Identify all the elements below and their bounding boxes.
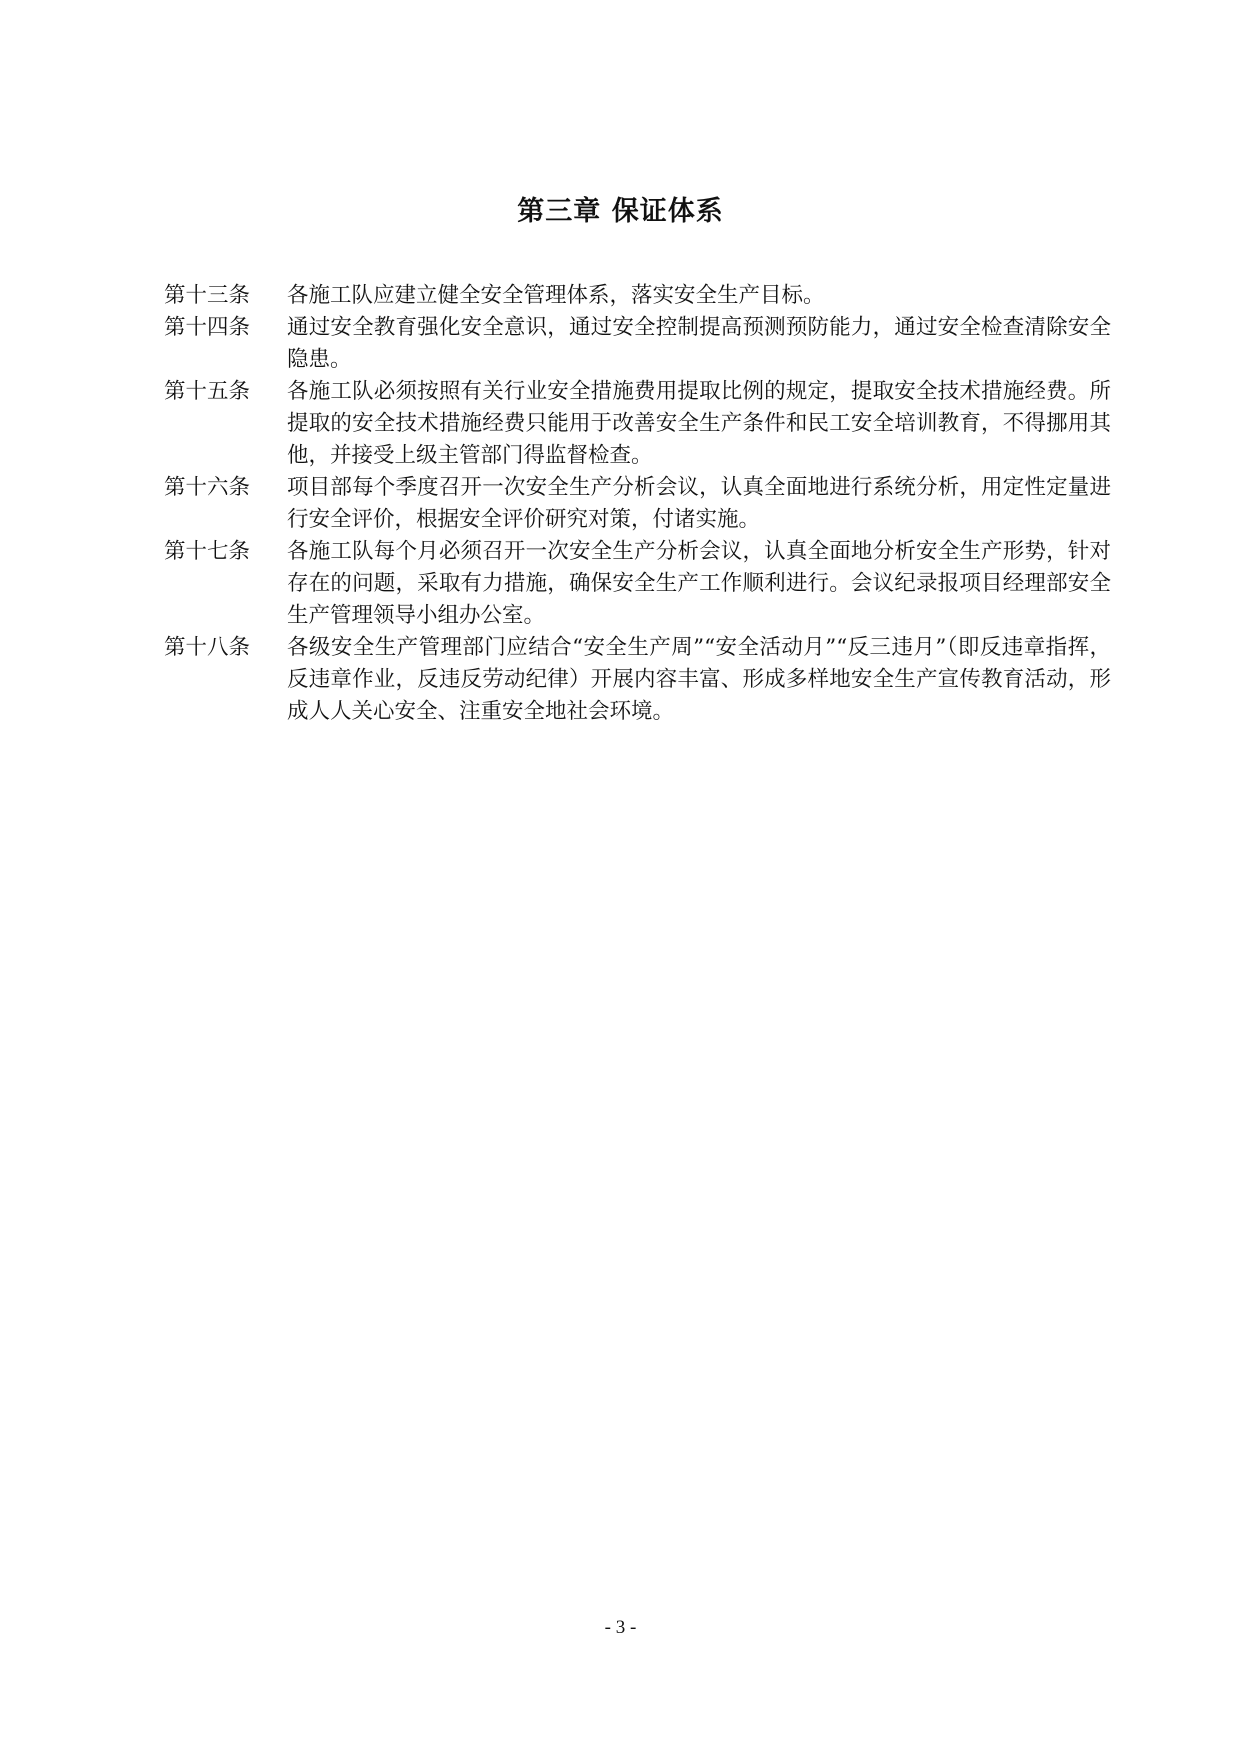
article-text: 各施工队应建立健全安全管理体系，落实安全生产目标。 bbox=[287, 283, 825, 308]
article-text: 通过安全教育强化安全意识，通过安全控制提高预测预防能力，通过安全检查清除安全隐患。 bbox=[287, 315, 1111, 372]
article-text: 各施工队每个月必须召开一次安全生产分析会议，认真全面地分析安全生产形势，针对存在的问题，采取有力措施，确保安全生产工作顺利进行。会议纪录报项目经理部安全生产管理领导小组办公室。 bbox=[287, 539, 1111, 628]
article-18 bbox=[164, 632, 1124, 728]
article-number: 第十五条 bbox=[164, 379, 251, 404]
article-15 bbox=[164, 376, 1124, 472]
page-number: - 3 - bbox=[604, 1617, 637, 1638]
article-text: 项目部每个季度召开一次安全生产分析会议，认真全面地进行系统分析，用定性定量进行安全评价，根据安全评价研究对策，付诸实施。 bbox=[287, 475, 1111, 532]
article-number: 第十六条 bbox=[164, 475, 251, 500]
article-17 bbox=[164, 536, 1124, 632]
article-number: 第十三条 bbox=[164, 283, 251, 308]
chapter-title: 第三章 保证体系 bbox=[517, 196, 724, 227]
article-14 bbox=[164, 312, 1124, 376]
article-number: 第十四条 bbox=[164, 315, 251, 340]
article-text: 各级安全生产管理部门应结合“安全生产周”“安全活动月”“反三违月”（即反违章指挥，反违章作业，反违反劳动纪律）开展内容丰富、形成多样地安全生产宣传教育活动，形成人人关心安全、注重安全地社会环境。 bbox=[287, 635, 1111, 724]
article-16 bbox=[164, 472, 1124, 536]
article-list bbox=[164, 280, 1124, 728]
article-number: 第十七条 bbox=[164, 539, 251, 564]
article-number: 第十八条 bbox=[164, 635, 251, 660]
article-text: 各施工队必须按照有关行业安全措施费用提取比例的规定，提取安全技术措施经费。所提取的安全技术措施经费只能用于改善安全生产条件和民工安全培训教育，不得挪用其他，并接受上级主管部门得监督检查。 bbox=[287, 379, 1111, 468]
article-13 bbox=[164, 280, 1124, 312]
